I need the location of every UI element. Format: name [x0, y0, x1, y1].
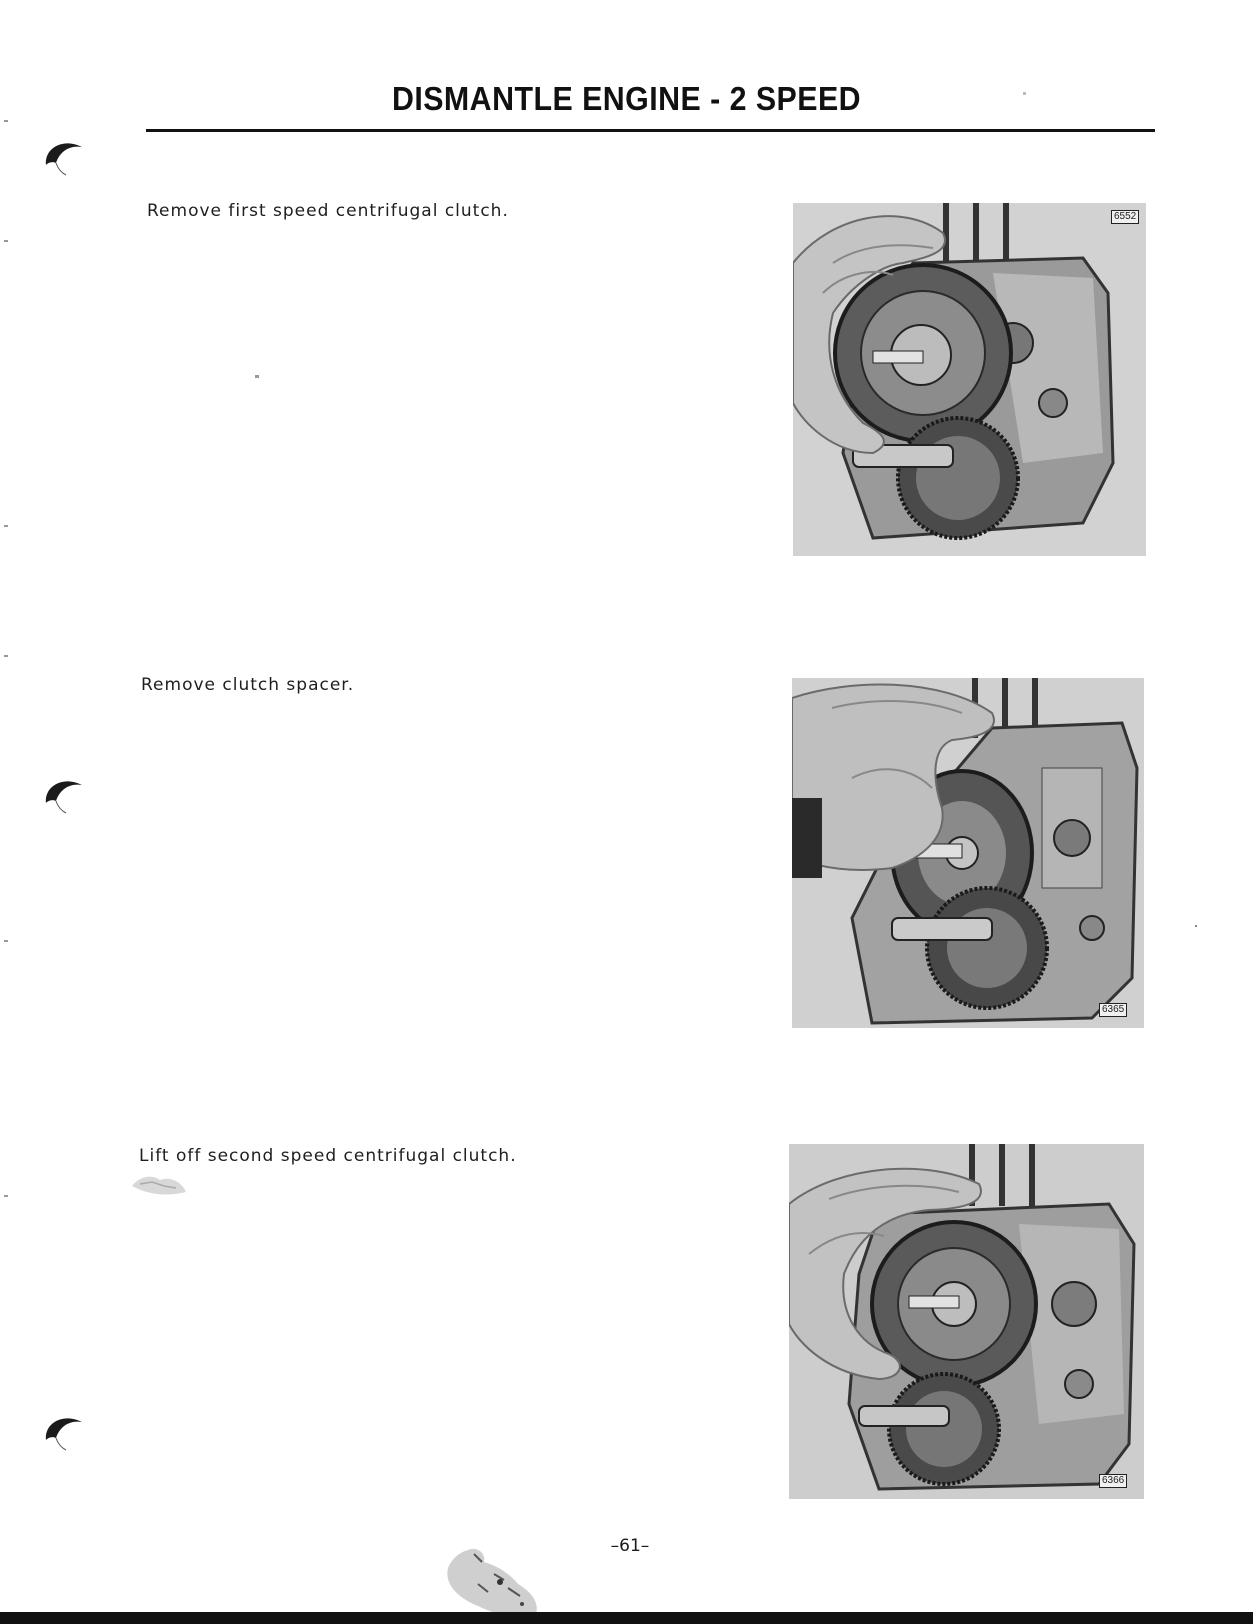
- scan-speck: [1023, 92, 1026, 95]
- binder-hole-icon: [40, 773, 86, 819]
- scan-edge-mark: [4, 1195, 8, 1197]
- page-title: DISMANTLE ENGINE - 2 SPEED: [391, 80, 862, 117]
- binder-hole-icon: [40, 135, 86, 181]
- page-number: –61–: [610, 1536, 650, 1556]
- step-1-instruction: Remove first speed centrifugal clutch.: [147, 201, 509, 221]
- step-2-photo: [792, 678, 1144, 1028]
- scan-edge-mark: [4, 655, 8, 657]
- photo-number-label: 6552: [1111, 210, 1139, 224]
- scan-edge-mark: [4, 240, 8, 242]
- step-1-photo: [793, 203, 1146, 556]
- scan-speck: [1195, 925, 1197, 927]
- scan-edge-mark: [4, 940, 8, 942]
- step-3-instruction: Lift off second speed centrifugal clutch.: [139, 1146, 517, 1166]
- scan-bottom-edge: [0, 1612, 1253, 1624]
- step-3-photo: [789, 1144, 1144, 1499]
- photo-number-label: 6365: [1099, 1003, 1127, 1017]
- scan-smudge: [130, 1172, 190, 1200]
- step-2-instruction: Remove clutch spacer.: [141, 675, 355, 695]
- binder-hole-icon: [40, 1410, 86, 1456]
- scan-edge-mark: [4, 120, 8, 122]
- scan-smudge: [438, 1544, 548, 1622]
- photo-number-label: 6366: [1099, 1474, 1127, 1488]
- title-underline: [146, 129, 1155, 132]
- scan-speck: [255, 375, 259, 378]
- scan-edge-mark: [4, 525, 8, 527]
